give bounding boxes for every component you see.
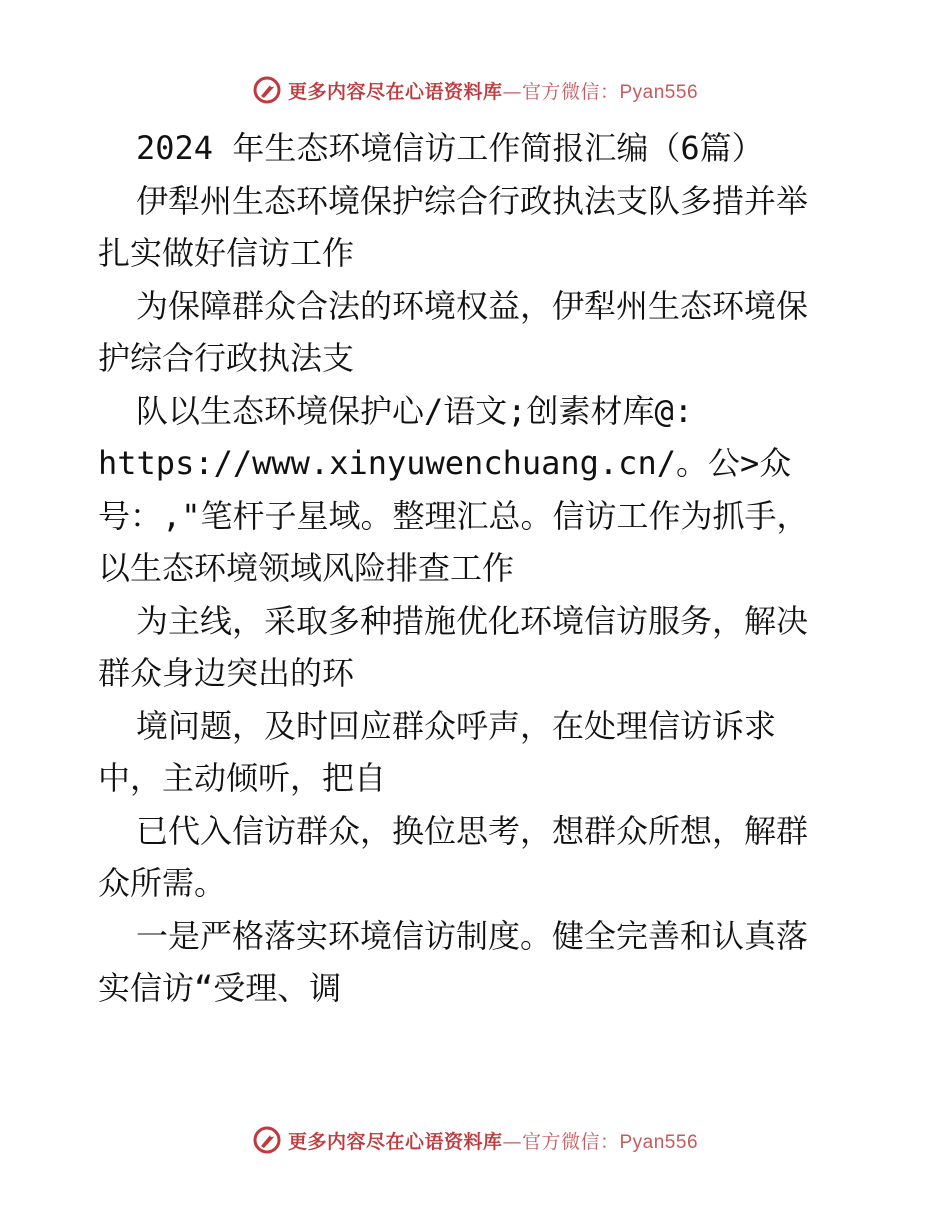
- text-line: 已代入信访群众，换位思考，想群众所想，解群: [136, 811, 809, 850]
- header-watermark: [0, 72, 950, 108]
- text-line: 为主线，采取多种措施优化环境信访服务，解决: [136, 601, 809, 640]
- text-line: 众所需。: [98, 864, 227, 902]
- text-line: 一是严格落实环境信访制度。健全完善和认真落: [136, 916, 809, 955]
- document-body: [98, 122, 858, 1015]
- text-line: 境问题，及时回应群众呼声，在处理信访诉求: [136, 706, 777, 745]
- text-line: 以生态环境领域风险排查工作: [98, 549, 515, 587]
- watermark-text: 更多内容尽在心语资料库—官方微信：Pyan556: [287, 1130, 699, 1153]
- text-line: https://www.xinyuwenchuang.cn/。公>众: [98, 444, 792, 482]
- text-line: 护综合行政执法支: [98, 339, 355, 377]
- text-line: 伊犁州生态环境保护综合行政执法支队多措并举: [136, 181, 809, 220]
- pen-nib-circle-icon: [252, 75, 282, 105]
- watermark-text: 更多内容尽在心语资料库—官方微信：Pyan556: [287, 80, 699, 103]
- text-line: 扎实做好信访工作: [98, 234, 355, 272]
- text-line: 为保障群众合法的环境权益，伊犁州生态环境保: [136, 286, 809, 325]
- text-line: 中，主动倾听，把自: [98, 759, 387, 797]
- text-line: 实信访“受理、调: [98, 969, 342, 1007]
- text-line: 队以生态环境保护心/语文;创素材库@:: [136, 391, 694, 430]
- text-line: 群众身边突出的环: [98, 654, 355, 692]
- footer-watermark: [0, 1122, 950, 1158]
- text-line: 号：,"笔杆子星域。整理汇总。信访工作为抓手，: [98, 496, 809, 535]
- pen-nib-circle-icon: [252, 1125, 282, 1155]
- document-title: 2024 年生态环境信访工作简报汇编（6篇）: [136, 129, 764, 167]
